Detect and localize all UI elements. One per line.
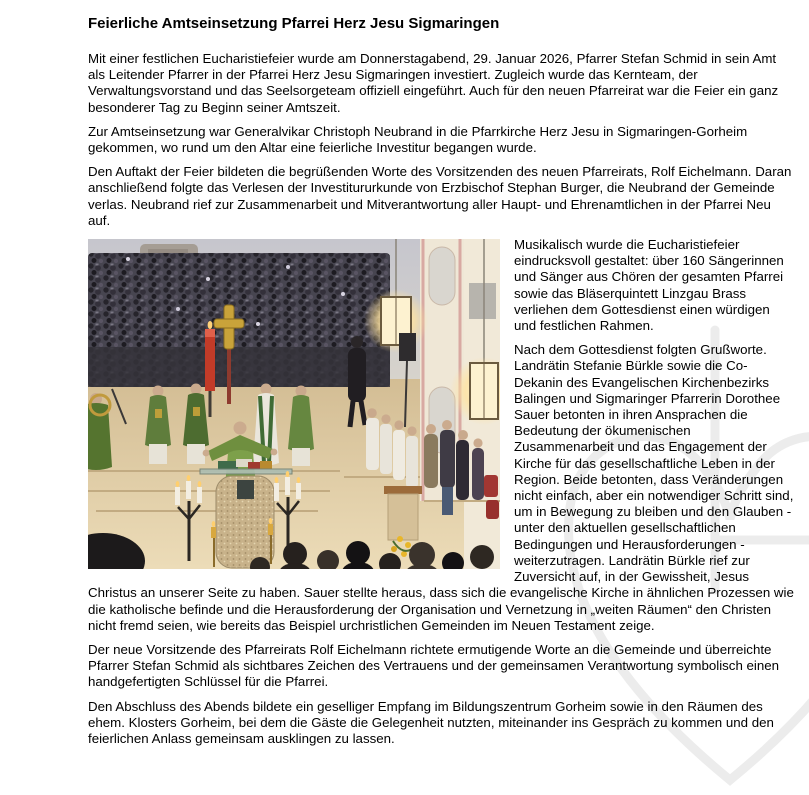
paragraph-auftakt: Den Auftakt der Feier bildeten die begrüßenden Worte des Vorsitzenden des neuen Pfarreirats, Rolf Eichelmann. Daran anschließend folgte das Verlesen der Investitururkunde von Erzbischof Stephan Burger, die Neubrand der Gemeinde verlas. Neubrand rief zur Zusammenarbeit und Mitverantwortung aller Haupt- und Ehrenamtlichen in der Pfarrei Neu auf. (88, 164, 792, 228)
paragraph-grussworte: Nach dem Gottesdienst folgten Grußworte. Landrätin Stefanie Bürkle sowie die Co-Dekanin des Evangelischen Kirchenbezirks Balingen und Sigmaringer Pfarrerin Dorothee Sauer betonten in ihren Ansprachen die Bedeutung der ökumenischen Zusammenarbeit und das Engagement der Kirche für das gesellschaftliche Leben in der Region. Beide betonten, dass Veränderungen nicht einfach, aber ein notwendiger Schritt sind, um in Bewegung zu bleiben und den Glauben - unter den aktuellen gesellschaftlichen Bedingungen und Herausforderungen - weiterzutragen. Landrätin Bürkle rief zur Zuversicht auf, in der Gewissheit, Jesus Christus an unserer Seite zu haben. Sauer stellte heraus, dass sich die evangelische Kirche in ähnlichen Prozessen wie die katholische befinde und die Herausforderung der Organisation und Vernetzung in „weiten Räumen“ den Christen nicht fremd seien, wie bereits das Beispiel urchristlichen Gemeinden im Neuen Testament zeige. (88, 342, 794, 633)
article-body (88, 14, 794, 755)
church-photo-illustration (88, 239, 500, 569)
article-title: Feierliche Amtseinsetzung Pfarrei Herz Jesu Sigmaringen (88, 15, 500, 32)
church-service-photo (88, 239, 500, 569)
paragraph-abschluss: Den Abschluss des Abends bildete ein geselliger Empfang im Bildungszentrum Gorheim sowie in den Räumen des ehem. Klosters Gorheim, bei dem die Gäste die Gelegenheit nutzten, miteinander ins Gespräch zu kommen und den feierlichen Anlass gemeinsam ausklingen zu lassen. (88, 698, 774, 746)
paragraph-schluessel: Der neue Vorsitzende des Pfarreirats Rolf Eichelmann richtete ermutigende Worte an die Gemeinde und überreichte Pfarrer Stefan Schmid als sichtbares Zeichen des Vertrauens und der gemeinsamen Verantwortung symbolisch einen handgefertigten Schlüssel für die Pfarrei. (88, 641, 780, 690)
paragraph-musik: Musikalisch wurde die Eucharistiefeier eindrucksvoll gestaltet: über 160 Sängerinnen und Sänger aus Chören der gesamten Pfarrei sowie das Bläserquintett Linzgau Brass verliehen dem Gottesdienst einen würdigen und festlichen Rahmen. (514, 237, 784, 334)
paragraph-intro: Mit einer festlichen Eucharistiefeier wurde am Donnerstagabend, 29. Januar 2026, Pfarrer Stefan Schmid in sein Amt als Leitender Pfarrer in der Pfarrei Herz Jesu Sigmaringen investiert. Zugleich wurde das Kernteam, der Verwaltungsvorstand und das Seelsorgeteam offiziell eingeführt. Auch für den neuen Pfarreirat war die Feier ein ganz besonderer Tag zu Beginn seiner Amtszeit. (88, 51, 779, 115)
paragraph-investitur: Zur Amtseinsetzung war Generalvikar Christoph Neubrand in die Pfarrkirche Herz Jesu in Sigmaringen-Gorheim gekommen, wo rund um den Altar eine feierliche Investitur begangen wurde. (88, 123, 748, 156)
